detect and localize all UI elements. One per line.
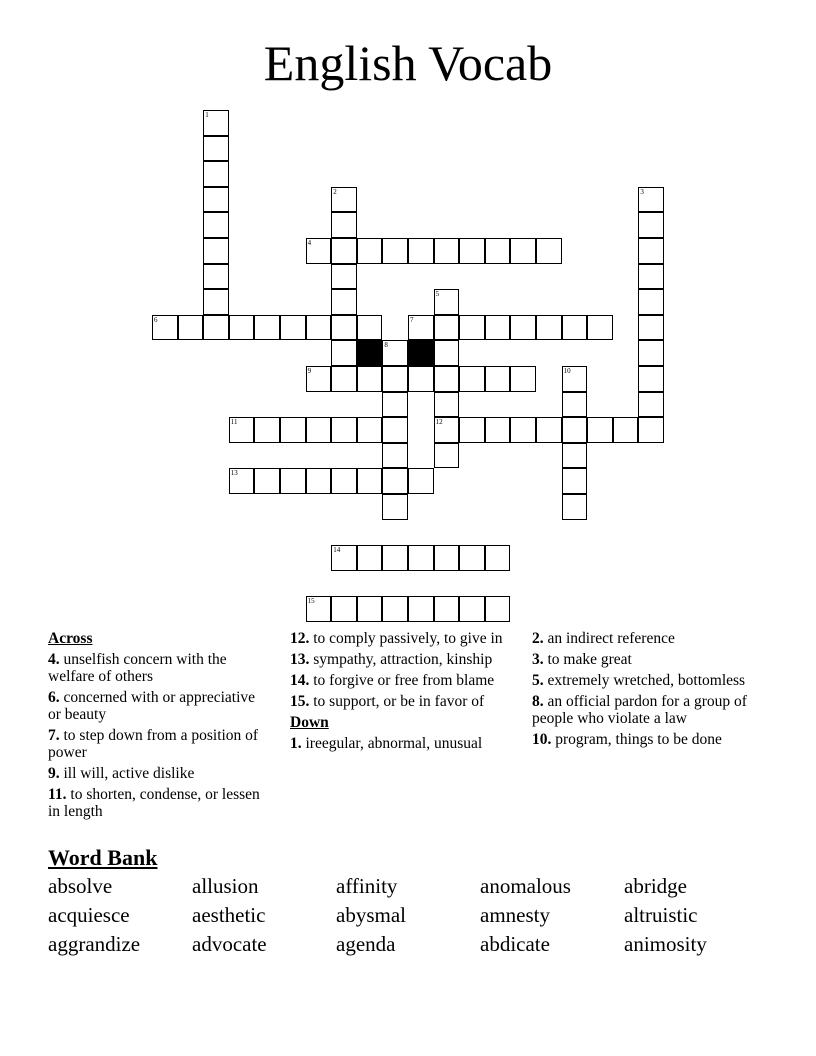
grid-cell[interactable]	[562, 315, 588, 341]
grid-cell[interactable]	[434, 238, 460, 264]
grid-cell[interactable]	[331, 468, 357, 494]
grid-cell[interactable]	[254, 315, 280, 341]
clues-column-3	[532, 630, 754, 752]
clue-number-label: 10.	[532, 731, 552, 748]
grid-cell[interactable]	[434, 289, 460, 315]
grid-cell[interactable]	[408, 315, 434, 341]
grid-cell[interactable]	[536, 417, 562, 443]
grid-cell[interactable]	[331, 212, 357, 238]
grid-cell[interactable]	[510, 315, 536, 341]
clue-number: 15	[307, 597, 315, 606]
clue-number: 14	[333, 546, 341, 555]
word-bank-item: affinity	[336, 874, 398, 898]
grid-cell[interactable]	[638, 212, 664, 238]
grid-cell[interactable]	[536, 315, 562, 341]
grid-cell[interactable]	[587, 315, 613, 341]
grid-cell[interactable]	[536, 238, 562, 264]
word-bank-item: acquiesce	[48, 903, 130, 927]
grid-cell[interactable]	[382, 596, 408, 622]
clue-number: 8	[384, 341, 388, 350]
clue-number: 10	[563, 367, 571, 375]
clue-number-label: 14.	[290, 672, 310, 689]
word-bank-item: absolve	[48, 874, 113, 898]
clue-text: ill will, active dislike	[59, 765, 195, 782]
grid-cell[interactable]	[254, 468, 280, 494]
grid-cell[interactable]	[408, 468, 434, 494]
grid-cell[interactable]	[638, 340, 664, 366]
grid-cell[interactable]	[638, 315, 664, 341]
clue-item	[532, 630, 754, 647]
clue-item	[48, 765, 270, 782]
grid-cell[interactable]	[357, 596, 383, 622]
clue-number-label: 7.	[48, 727, 60, 744]
clues-column-1	[48, 630, 270, 824]
grid-cell[interactable]	[357, 315, 383, 341]
grid-cell[interactable]	[408, 545, 434, 571]
clue-number-label: 11.	[48, 786, 67, 803]
grid-cell[interactable]	[357, 366, 383, 392]
clue-number: 5	[435, 290, 440, 299]
grid-cell[interactable]	[638, 187, 664, 213]
grid-cell[interactable]	[459, 545, 485, 571]
grid-cell[interactable]	[562, 494, 588, 520]
grid-cell[interactable]	[357, 417, 383, 443]
clue-item	[48, 689, 270, 723]
grid-cell[interactable]	[203, 110, 229, 136]
grid-cell[interactable]	[510, 366, 536, 392]
grid-cell[interactable]	[485, 545, 511, 571]
grid-cell[interactable]	[229, 417, 255, 443]
clue-text: concerned with or appreciative or beauty	[48, 689, 256, 723]
clue-text: sympathy, attraction, kinship	[309, 651, 493, 668]
grid-cell[interactable]	[178, 315, 204, 341]
grid-cell[interactable]	[613, 417, 639, 443]
grid-cell[interactable]	[382, 443, 408, 469]
grid-cell[interactable]	[382, 545, 408, 571]
blocked-cell	[408, 340, 434, 366]
grid-cell[interactable]	[229, 468, 255, 494]
grid-cell[interactable]	[510, 417, 536, 443]
grid-cell[interactable]	[485, 238, 511, 264]
word-bank-item: altruistic	[624, 903, 698, 927]
grid-cell[interactable]	[638, 392, 664, 418]
clue-number: 13	[230, 469, 238, 478]
clue-number: 7	[410, 315, 414, 324]
grid-cell[interactable]	[434, 392, 460, 418]
grid-cell[interactable]	[382, 417, 408, 443]
clue-item	[290, 651, 512, 668]
clue-text: an indirect reference	[543, 630, 675, 647]
grid-cell[interactable]	[203, 238, 229, 264]
grid-cell[interactable]	[459, 596, 485, 622]
clue-text: unselfish concern with the welfare of others	[48, 651, 227, 685]
word-bank-item: agenda	[336, 932, 396, 956]
grid-cell[interactable]	[382, 340, 408, 366]
grid-cell[interactable]	[459, 366, 485, 392]
clue-number: 12	[435, 418, 443, 427]
grid-cell[interactable]	[638, 238, 664, 264]
grid-cell[interactable]	[382, 392, 408, 418]
clue-number: 6	[154, 315, 158, 324]
grid-cell[interactable]	[357, 238, 383, 264]
grid-cell[interactable]	[485, 417, 511, 443]
grid-cell[interactable]	[459, 238, 485, 264]
grid-cell[interactable]	[485, 315, 511, 341]
clue-item	[48, 651, 270, 685]
grid-cell[interactable]	[382, 468, 408, 494]
grid-cell[interactable]	[357, 545, 383, 571]
grid-cell[interactable]	[203, 315, 229, 341]
word-bank	[48, 874, 768, 956]
grid-cell[interactable]	[408, 238, 434, 264]
grid-cell[interactable]	[485, 366, 511, 392]
grid-cell[interactable]	[306, 596, 332, 622]
clue-number: 11	[230, 418, 238, 427]
clue-text: to forgive or free from blame	[309, 672, 495, 689]
clue-item	[48, 727, 270, 761]
grid-cell[interactable]	[434, 443, 460, 469]
clue-text: to comply passively, to give in	[309, 630, 503, 647]
clue-item	[48, 786, 270, 820]
clue-number-label: 8.	[532, 693, 544, 710]
word-bank-item: aesthetic	[192, 903, 266, 927]
clue-item	[290, 735, 512, 752]
grid-cell[interactable]	[434, 366, 460, 392]
grid-cell[interactable]	[152, 315, 178, 341]
down-heading: Down	[290, 714, 329, 731]
blocked-cell	[357, 340, 383, 366]
clue-number-label: 2.	[532, 630, 544, 647]
grid-cell[interactable]	[562, 366, 588, 392]
clue-number: 3	[640, 187, 644, 196]
grid-cell[interactable]	[280, 315, 306, 341]
grid-cell[interactable]	[408, 596, 434, 622]
grid-cell[interactable]	[459, 417, 485, 443]
grid-cell[interactable]	[331, 238, 357, 264]
grid-cell[interactable]	[434, 417, 460, 443]
across-heading: Across	[48, 630, 93, 647]
clue-item	[532, 731, 754, 748]
grid-cell[interactable]	[203, 289, 229, 315]
grid-cell[interactable]	[203, 264, 229, 290]
grid-cell[interactable]	[203, 212, 229, 238]
clue-number: 1	[205, 111, 209, 119]
grid-cell[interactable]	[434, 545, 460, 571]
grid-cell[interactable]	[638, 417, 664, 443]
clue-number: 4	[307, 239, 312, 247]
clue-number-label: 6.	[48, 689, 60, 706]
word-bank-item: abridge	[624, 874, 687, 898]
grid-cell[interactable]	[331, 545, 357, 571]
clue-item	[290, 693, 512, 710]
grid-cell[interactable]	[434, 340, 460, 366]
clue-item	[532, 672, 754, 689]
grid-cell[interactable]	[587, 417, 613, 443]
word-bank-item: amnesty	[480, 903, 550, 927]
clue-number-label: 12.	[290, 630, 310, 647]
grid-cell[interactable]	[331, 289, 357, 315]
grid-cell[interactable]	[331, 366, 357, 392]
word-bank-item: abysmal	[336, 903, 406, 927]
clue-text: program, things to be done	[551, 731, 722, 748]
grid-cell[interactable]	[382, 494, 408, 520]
word-bank-item: advocate	[192, 932, 267, 956]
clue-text: to step down from a position of power	[48, 727, 259, 761]
grid-cell[interactable]	[459, 315, 485, 341]
grid-cell[interactable]	[638, 366, 664, 392]
clue-number: 2	[333, 187, 337, 196]
word-bank-item: aggrandize	[48, 932, 141, 956]
clue-number-label: 1.	[290, 735, 302, 752]
clue-number: 9	[307, 367, 312, 375]
clue-text: to support, or be in favor of	[309, 693, 485, 710]
clue-text: ireegular, abnormal, unusual	[301, 735, 483, 752]
clue-item	[532, 693, 754, 727]
word-bank-item: animosity	[624, 932, 707, 956]
grid-cell[interactable]	[331, 596, 357, 622]
word-bank-item: allusion	[192, 874, 259, 898]
word-bank-item: anomalous	[480, 874, 571, 898]
grid-cell[interactable]	[434, 596, 460, 622]
clues-column-2	[290, 630, 512, 756]
grid-cell[interactable]	[408, 366, 434, 392]
word-bank-item: abdicate	[480, 932, 550, 956]
clue-item	[290, 630, 512, 647]
page-title: English Vocab	[263, 35, 553, 91]
clue-number-label: 15.	[290, 693, 310, 710]
clue-text: to make great	[543, 651, 632, 668]
grid-cell[interactable]	[254, 417, 280, 443]
grid-cell[interactable]	[331, 187, 357, 213]
grid-cell[interactable]	[562, 468, 588, 494]
grid-cell[interactable]	[562, 392, 588, 418]
grid-cell[interactable]	[357, 468, 383, 494]
grid-cell[interactable]	[280, 468, 306, 494]
clue-number-label: 3.	[532, 651, 544, 668]
clue-number-label: 5.	[532, 672, 544, 689]
grid-cell[interactable]	[306, 468, 332, 494]
grid-cell[interactable]	[382, 366, 408, 392]
grid-cell[interactable]	[203, 187, 229, 213]
grid-cell[interactable]	[306, 417, 332, 443]
grid-cell[interactable]	[434, 315, 460, 341]
grid-cell[interactable]	[331, 340, 357, 366]
grid-cell[interactable]	[331, 315, 357, 341]
clue-number-label: 4.	[48, 651, 60, 668]
grid-cell[interactable]	[638, 289, 664, 315]
grid-cell[interactable]	[638, 264, 664, 290]
word-bank-title: Word Bank	[48, 845, 158, 870]
clue-text: to shorten, condense, or lessen in length	[48, 786, 260, 820]
grid-cell[interactable]	[562, 443, 588, 469]
grid-cell[interactable]	[306, 366, 332, 392]
grid-cell[interactable]	[203, 136, 229, 162]
clue-item	[532, 651, 754, 668]
clue-text: extremely wretched, bottomless	[543, 672, 746, 689]
grid-cell[interactable]	[280, 417, 306, 443]
grid-cell[interactable]	[510, 238, 536, 264]
grid-cell[interactable]	[382, 238, 408, 264]
grid-cell[interactable]	[306, 315, 332, 341]
grid-cell[interactable]	[331, 417, 357, 443]
grid-cell[interactable]	[331, 264, 357, 290]
clue-text: an official pardon for a group of people who violate a law	[532, 693, 747, 727]
grid-cell[interactable]	[203, 161, 229, 187]
clue-item	[290, 672, 512, 689]
grid-cell[interactable]	[485, 596, 511, 622]
clue-number-label: 9.	[48, 765, 60, 782]
grid-cell[interactable]	[562, 417, 588, 443]
grid-cell[interactable]	[306, 238, 332, 264]
grid-cell[interactable]	[229, 315, 255, 341]
clue-number-label: 13.	[290, 651, 310, 668]
